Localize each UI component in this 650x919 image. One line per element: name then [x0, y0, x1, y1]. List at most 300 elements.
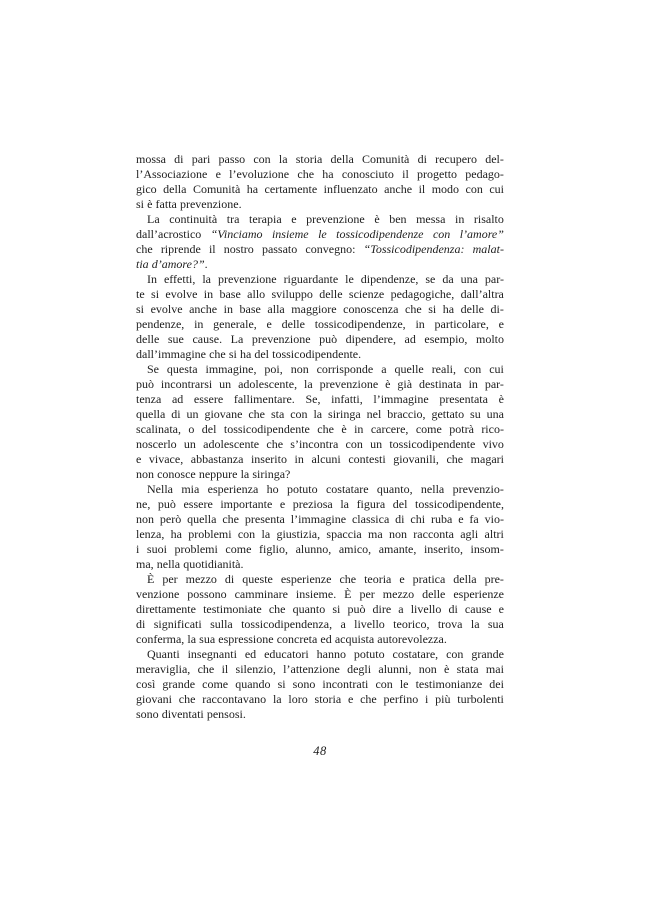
- word: lenza,: [136, 527, 165, 541]
- word: con: [446, 647, 464, 661]
- word: scalinata,: [136, 422, 181, 436]
- word: pre-: [484, 572, 504, 586]
- word: la: [278, 152, 288, 166]
- word: direttamente: [136, 602, 196, 616]
- word: amante,: [378, 542, 417, 556]
- word: evolve: [150, 302, 183, 316]
- word: la: [240, 467, 250, 481]
- word: insieme.: [295, 587, 337, 601]
- word: del: [254, 347, 270, 361]
- word: tossicodipendente.: [272, 347, 362, 361]
- word: mezzo: [382, 587, 415, 601]
- text-line-p7-l4: [136, 692, 504, 707]
- word: conosciuto: [341, 167, 394, 181]
- word: riprende: [160, 242, 201, 256]
- word: che: [222, 512, 239, 526]
- text-line-p4-l2: [136, 377, 504, 392]
- word: nella: [420, 482, 445, 496]
- word: in: [454, 212, 465, 226]
- word: dall’acrostico: [136, 227, 202, 241]
- word: la: [272, 692, 282, 706]
- word: a: [398, 602, 404, 616]
- word: essere: [193, 392, 224, 406]
- text-line-p2-l4: [136, 257, 504, 272]
- word: molto: [475, 332, 504, 346]
- text-line-p6-l3: [136, 602, 504, 617]
- word: meraviglia,: [136, 662, 191, 676]
- word: della: [163, 182, 187, 196]
- word: in: [354, 422, 364, 436]
- word: si: [277, 677, 286, 691]
- word: livello: [354, 617, 385, 631]
- word: il: [208, 242, 216, 256]
- word: dipendere,: [345, 332, 396, 346]
- word: dall’altra: [460, 287, 504, 301]
- word: come: [225, 542, 252, 556]
- word: potuto: [353, 647, 385, 661]
- word: presenta: [244, 512, 285, 526]
- word: che: [405, 302, 422, 316]
- word: quanto,: [376, 482, 413, 496]
- word: la: [202, 272, 212, 286]
- word: il: [418, 182, 426, 196]
- word: storia: [314, 692, 342, 706]
- text-line-p7-l5: [136, 707, 504, 722]
- word: turbolenti: [457, 692, 504, 706]
- word: ad: [171, 392, 184, 406]
- word: “Vinciamo: [210, 227, 263, 241]
- word: delle: [136, 332, 160, 346]
- word: mia: [181, 482, 200, 496]
- word: amico,: [338, 542, 372, 556]
- word: fatta: [155, 197, 177, 211]
- word: base: [239, 302, 261, 316]
- word: ne,: [136, 497, 151, 511]
- word: giovani: [136, 692, 172, 706]
- word: sulla: [210, 617, 233, 631]
- word: passato: [261, 242, 298, 256]
- word: presentata: [439, 392, 488, 406]
- word: braccio,: [387, 407, 426, 421]
- word: passo: [218, 152, 246, 166]
- word: con: [345, 437, 363, 451]
- word: l’immagine: [373, 392, 429, 406]
- word: concreta: [276, 632, 318, 646]
- word: problemi: [188, 527, 232, 541]
- text-line-p4-l1: [136, 362, 504, 377]
- word: messa: [416, 212, 446, 226]
- word: È: [344, 587, 352, 601]
- word: un: [183, 437, 196, 451]
- word: possono: [187, 587, 227, 601]
- word: in: [415, 317, 425, 331]
- word: recupero: [435, 152, 478, 166]
- word: di: [174, 152, 184, 166]
- word: della: [330, 152, 354, 166]
- word: si: [151, 287, 160, 301]
- text-line-p4-l3: [136, 392, 504, 407]
- word: in: [194, 317, 204, 331]
- word: sono: [292, 677, 316, 691]
- text-line-p1-l3: [136, 182, 504, 197]
- word: ad: [404, 332, 416, 346]
- word: insegnanti: [187, 647, 237, 661]
- word: adolescente: [203, 437, 260, 451]
- text-line-p5-l4: [136, 527, 504, 542]
- word: testimoniate: [203, 602, 262, 616]
- word: i: [136, 542, 140, 556]
- word: con: [290, 407, 308, 421]
- word: potuto: [286, 482, 318, 496]
- word: dipendenze,: [360, 272, 419, 286]
- word: teorico,: [393, 617, 430, 631]
- text-line-p7-l3: [136, 677, 504, 692]
- word: incontrarsi: [160, 377, 213, 391]
- word: la: [187, 632, 197, 646]
- word: cui: [489, 182, 504, 196]
- word: prevenzione.: [179, 197, 242, 211]
- word: grande: [162, 677, 196, 691]
- word: che: [266, 437, 284, 451]
- word: che: [268, 602, 286, 616]
- word: malat-: [472, 242, 504, 256]
- page-text-body: [136, 152, 504, 722]
- word: con: [463, 362, 482, 376]
- word: i: [424, 692, 429, 706]
- text-line-p3-l5: [136, 332, 504, 347]
- word: suoi: [146, 542, 167, 556]
- word: La: [230, 332, 244, 346]
- word: con: [432, 227, 451, 241]
- word: alla: [267, 302, 285, 316]
- word: raccontavano: [202, 692, 267, 706]
- word: costatare,: [392, 647, 439, 661]
- word: di: [224, 572, 235, 586]
- word: può: [347, 602, 366, 616]
- text-line-p3-l1: [136, 272, 504, 287]
- word: preziosa: [292, 497, 333, 511]
- word: l’evoluzione: [229, 167, 290, 181]
- word: che: [317, 422, 334, 436]
- word: ruba: [430, 512, 453, 526]
- word: contesti: [348, 452, 386, 466]
- word: a: [381, 362, 387, 376]
- word: già: [397, 377, 413, 391]
- word: anche: [189, 302, 218, 316]
- word: giustizia,: [276, 527, 321, 541]
- word: per: [359, 587, 375, 601]
- word: con: [375, 677, 393, 691]
- word: prevenzione: [319, 377, 379, 391]
- word: e: [458, 512, 464, 526]
- word: che: [178, 692, 196, 706]
- word: quando: [235, 677, 271, 691]
- word: delle: [281, 317, 305, 331]
- word: testimonianze: [415, 677, 483, 691]
- word: dei: [489, 677, 504, 691]
- word: la: [470, 617, 480, 631]
- word: educatori: [264, 647, 309, 661]
- text-line-p4-l7: [136, 452, 504, 467]
- word: pratica: [412, 572, 446, 586]
- word: che: [209, 347, 226, 361]
- word: pari: [191, 152, 211, 166]
- word: allo: [247, 287, 266, 301]
- word: un: [370, 437, 383, 451]
- word: il: [221, 662, 229, 676]
- text-line-p6-l1: [136, 572, 504, 587]
- word: ha: [442, 302, 455, 316]
- word: ha: [239, 347, 252, 361]
- word: non: [136, 467, 154, 481]
- word: tenza: [136, 392, 162, 406]
- word: giovane: [204, 407, 243, 421]
- word: modo: [431, 182, 460, 196]
- word: problemi: [174, 542, 218, 556]
- word: Comunità: [192, 182, 241, 196]
- word: figura: [356, 497, 386, 511]
- word: sue: [167, 332, 184, 346]
- word: come: [202, 677, 229, 691]
- word: e: [498, 602, 504, 616]
- word: e: [498, 317, 504, 331]
- word: influenzato: [323, 182, 378, 196]
- word: per: [162, 572, 178, 586]
- word: prevenzione: [306, 212, 365, 226]
- word: reali,: [431, 362, 457, 376]
- word: con: [253, 152, 271, 166]
- word: chi: [410, 512, 426, 526]
- text-line-p3-l6: [136, 347, 504, 362]
- word: tossicodipendente: [223, 422, 310, 436]
- word: tra: [226, 212, 240, 226]
- word: riguardante: [283, 272, 339, 286]
- word: vivo: [482, 437, 504, 451]
- word: come: [415, 422, 442, 436]
- word: Se,: [305, 392, 321, 406]
- word: ma,: [136, 557, 154, 571]
- word: progetto: [417, 167, 458, 181]
- word: ha: [322, 167, 334, 181]
- word: queste: [242, 572, 273, 586]
- word: vio-: [484, 512, 504, 526]
- word: e: [348, 692, 354, 706]
- word: in: [294, 452, 304, 466]
- word: pedago-: [465, 167, 504, 181]
- word: spaccia: [326, 527, 362, 541]
- word: mezzo: [185, 572, 217, 586]
- word: però: [159, 512, 182, 526]
- word: alunni,: [378, 662, 412, 676]
- word: alcuni: [311, 452, 341, 466]
- text-line-p5-l3: [136, 512, 504, 527]
- word: prevenzio-: [452, 482, 504, 496]
- word: esperienze: [453, 587, 504, 601]
- word: di: [136, 617, 146, 631]
- word: una: [460, 272, 478, 286]
- word: neppure: [198, 467, 238, 481]
- word: ben: [389, 212, 407, 226]
- word: esperienze: [280, 572, 332, 586]
- word: pedagogiche,: [390, 287, 455, 301]
- word: può: [136, 377, 154, 391]
- word: fallimentare.: [233, 392, 295, 406]
- word: non: [418, 662, 437, 676]
- word: sua: [487, 617, 504, 631]
- word: di: [395, 512, 405, 526]
- word: sta: [270, 407, 285, 421]
- word: è: [374, 212, 380, 226]
- text-line-p3-l4: [136, 317, 504, 332]
- word: tossicodipendente,: [415, 497, 504, 511]
- word: non: [290, 362, 309, 376]
- word: che: [248, 407, 266, 421]
- word: del: [392, 497, 408, 511]
- word: così: [136, 677, 156, 691]
- word: convegno:: [305, 242, 356, 256]
- word: è: [147, 197, 153, 211]
- word: l’Associazione: [136, 167, 208, 181]
- word: figlio,: [259, 542, 288, 556]
- word: sono: [136, 707, 159, 721]
- word: sviluppo: [271, 287, 313, 301]
- word: quelle: [394, 362, 424, 376]
- word: maggiore: [291, 302, 337, 316]
- word: conosce: [157, 467, 196, 481]
- word: mossa: [136, 152, 166, 166]
- word: abbastanza: [190, 452, 244, 466]
- word: e: [215, 167, 221, 181]
- word: ed: [244, 647, 257, 661]
- word: le: [345, 272, 354, 286]
- word: e: [136, 452, 142, 466]
- word: in: [223, 302, 233, 316]
- word: sua: [199, 632, 216, 646]
- word: nostro: [223, 242, 254, 256]
- word: e: [291, 212, 297, 226]
- word: insieme: [271, 227, 309, 241]
- word: può: [319, 332, 338, 346]
- word: la: [261, 527, 271, 541]
- word: La: [147, 212, 160, 226]
- word: hanno: [316, 647, 346, 661]
- word: una: [486, 407, 504, 421]
- text-line-p7-l1: [136, 647, 504, 662]
- word: teoria: [364, 572, 392, 586]
- word: “Tossicodipendenza:: [363, 242, 465, 256]
- word: effetti,: [163, 272, 196, 286]
- word: potrà: [449, 422, 474, 436]
- word: esperienza: [207, 482, 259, 496]
- word: camminare: [234, 587, 288, 601]
- word: con: [237, 527, 256, 541]
- text-line-p5-l1: [136, 482, 504, 497]
- word: in: [203, 287, 214, 301]
- word: destinata: [418, 377, 462, 391]
- word: la: [303, 377, 313, 391]
- word: tossicodipendenze: [336, 227, 424, 241]
- word: insom-: [470, 542, 504, 556]
- word: delle: [460, 302, 484, 316]
- text-line-p3-l3: [136, 302, 504, 317]
- word: tossicodipendenze,: [314, 317, 406, 331]
- word: se: [425, 272, 436, 286]
- word: diventati: [161, 707, 204, 721]
- word: In: [147, 272, 157, 286]
- word: Comunità: [362, 152, 410, 166]
- word: silenzio,: [235, 662, 276, 676]
- word: pendenze,: [136, 317, 185, 331]
- word: evolve: [165, 287, 198, 301]
- text-line-p4-l5: [136, 422, 504, 437]
- word: significati: [153, 617, 202, 631]
- word: espressione: [218, 632, 274, 646]
- word: incontrati: [322, 677, 369, 691]
- text-line-p2-l2: [136, 227, 504, 242]
- word: infatti,: [331, 392, 363, 406]
- word: quotidianità.: [183, 557, 244, 571]
- word: non: [389, 527, 407, 541]
- word: delle: [319, 287, 343, 301]
- word: ma: [368, 527, 383, 541]
- word: si: [228, 347, 237, 361]
- word: grande: [471, 647, 504, 661]
- word: inserito,: [423, 542, 463, 556]
- word: gico: [136, 182, 157, 196]
- word: che: [136, 242, 153, 256]
- text-line-p5-l5: [136, 542, 504, 557]
- word: generale,: [213, 317, 257, 331]
- word: alunno,: [295, 542, 332, 556]
- word: che: [197, 662, 215, 676]
- word: del: [201, 422, 217, 436]
- word: la: [340, 497, 349, 511]
- word: la: [313, 407, 323, 421]
- word: venzione: [136, 587, 180, 601]
- word: siringa: [328, 407, 361, 421]
- word: di-: [490, 302, 504, 316]
- word: vivace,: [148, 452, 184, 466]
- word: si: [136, 197, 145, 211]
- word: certamente: [264, 182, 318, 196]
- word: inserito: [250, 452, 287, 466]
- word: è: [443, 662, 450, 676]
- word: essere: [183, 497, 213, 511]
- text-line-p2-l1: [136, 212, 504, 227]
- word: rico-: [481, 422, 504, 436]
- word: questa: [166, 362, 198, 376]
- word: Se: [147, 362, 159, 376]
- word: un: [219, 377, 232, 391]
- word: l’immagine: [290, 512, 347, 526]
- word: trova: [437, 617, 463, 631]
- word: giovanili,: [393, 452, 439, 466]
- word: e: [399, 572, 405, 586]
- word: loro: [288, 692, 308, 706]
- word: di: [171, 407, 181, 421]
- word: siringa?: [252, 467, 291, 481]
- text-line-p4-l4: [136, 407, 504, 422]
- word: ed: [320, 632, 332, 646]
- text-line-p2-l3: [136, 242, 504, 257]
- word: si: [332, 602, 341, 616]
- word: che: [339, 572, 357, 586]
- text-line-p3-l2: [136, 287, 504, 302]
- word: quanto: [292, 602, 326, 616]
- word: carcere,: [370, 422, 409, 436]
- word: più: [435, 692, 451, 706]
- word: è: [385, 377, 391, 391]
